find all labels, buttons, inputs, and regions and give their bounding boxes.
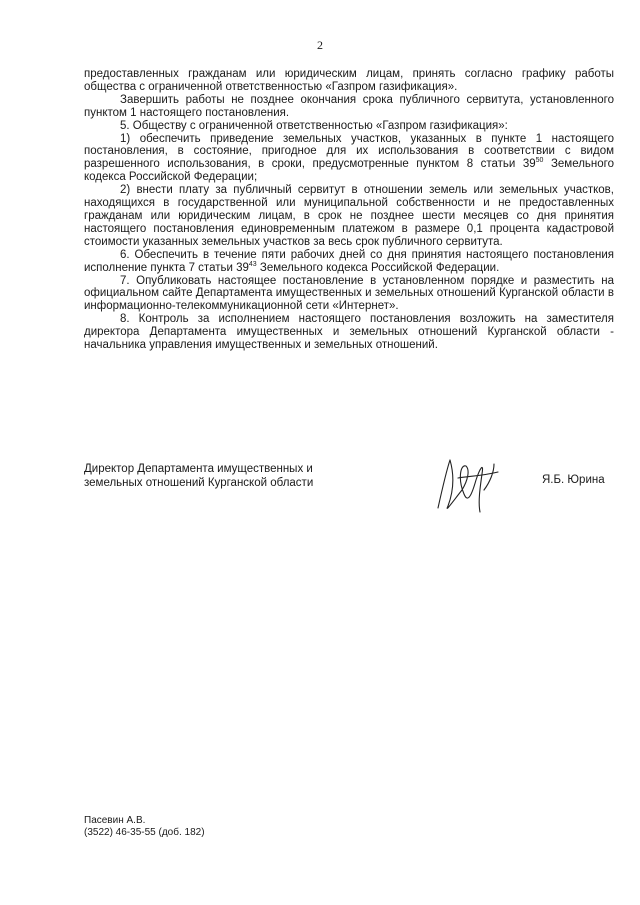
paragraph-text: 7. Опубликовать настоящее постановление в установленном порядке и разместить на официальном сайте Департамента имущественных и земельных отношений Курганской области в информационно-телекоммуникационной сети «Интернет». [84, 274, 614, 313]
article-superscript: 50 [535, 157, 544, 165]
body-paragraph [84, 313, 614, 352]
executor-name: Пасевин А.В. [84, 815, 146, 826]
body-paragraph [84, 249, 614, 275]
paragraph-text: Земельного кодекса Российской Федерации; [84, 158, 614, 184]
paragraph-text: 1) обеспечить приведение земельных участков, указанных в пункте 1 настоящего постановления, в состояние, пригодное для их использования в соответствии с видом разрешенного использования, в сроки, предусмотренные пунктом 8 статьи 39 [84, 132, 614, 171]
paragraph-text: 6. Обеспечить в течение пяти рабочих дней со дня принятия настоящего постановления исполнение пункта 7 статьи 39 [84, 248, 614, 274]
signatory-name: Я.Б. Юрина [542, 474, 605, 486]
body-paragraph [84, 133, 614, 185]
body-paragraph [84, 275, 614, 314]
signatory-position [84, 462, 313, 490]
paragraph-text: 2) внести плату за публичный сервитут в отношении земель или земельных участков, находящихся в государственной или муниципальной собственности и не предоставленных гражданам или юридическим лицам, в срок не позднее шести месяцев со дня принятия настоящего постановления единовременным платежом в размере 0,1 процента кадастровой стоимости указанных земельных участков за весь срок публичного сервитута. [84, 184, 614, 248]
article-superscript: 43 [248, 260, 257, 268]
executor-phone: (3522) 46-35-55 (доб. 182) [84, 827, 205, 838]
paragraph-text: 8. Контроль за исполнением настоящего постановления возложить на заместителя директора Департамента имущественных и земельных отношений Курганской области - начальника управления имущественных и земельных отношений. [84, 313, 614, 352]
paragraph-text: предоставленных гражданам или юридическим лицам, принять согласно графику работы общества с ограниченной ответственностью «Газпром газификация». [84, 68, 614, 93]
signatory-position-line: Директор Департамента имущественных и [84, 463, 313, 475]
paragraph-text: Земельного кодекса Российской Федерации. [256, 261, 500, 274]
body-paragraph [84, 184, 614, 249]
paragraph-text: Завершить работы не позднее окончания срока публичного сервитута, установленного пунктом 1 настоящего постановления. [84, 93, 614, 119]
body-paragraph [84, 120, 614, 133]
signature-block [84, 462, 614, 522]
paragraph-text: 5. Обществу с ограниченной ответственностью «Газпром газификация»: [120, 119, 508, 132]
document-body [84, 68, 614, 352]
page-number: 2 [317, 38, 323, 52]
signatory-position-line: земельных отношений Курганской области [84, 477, 314, 489]
handwritten-signature [424, 450, 514, 522]
executor-footer [84, 815, 205, 839]
body-paragraph [84, 94, 614, 120]
body-paragraph [84, 68, 614, 94]
